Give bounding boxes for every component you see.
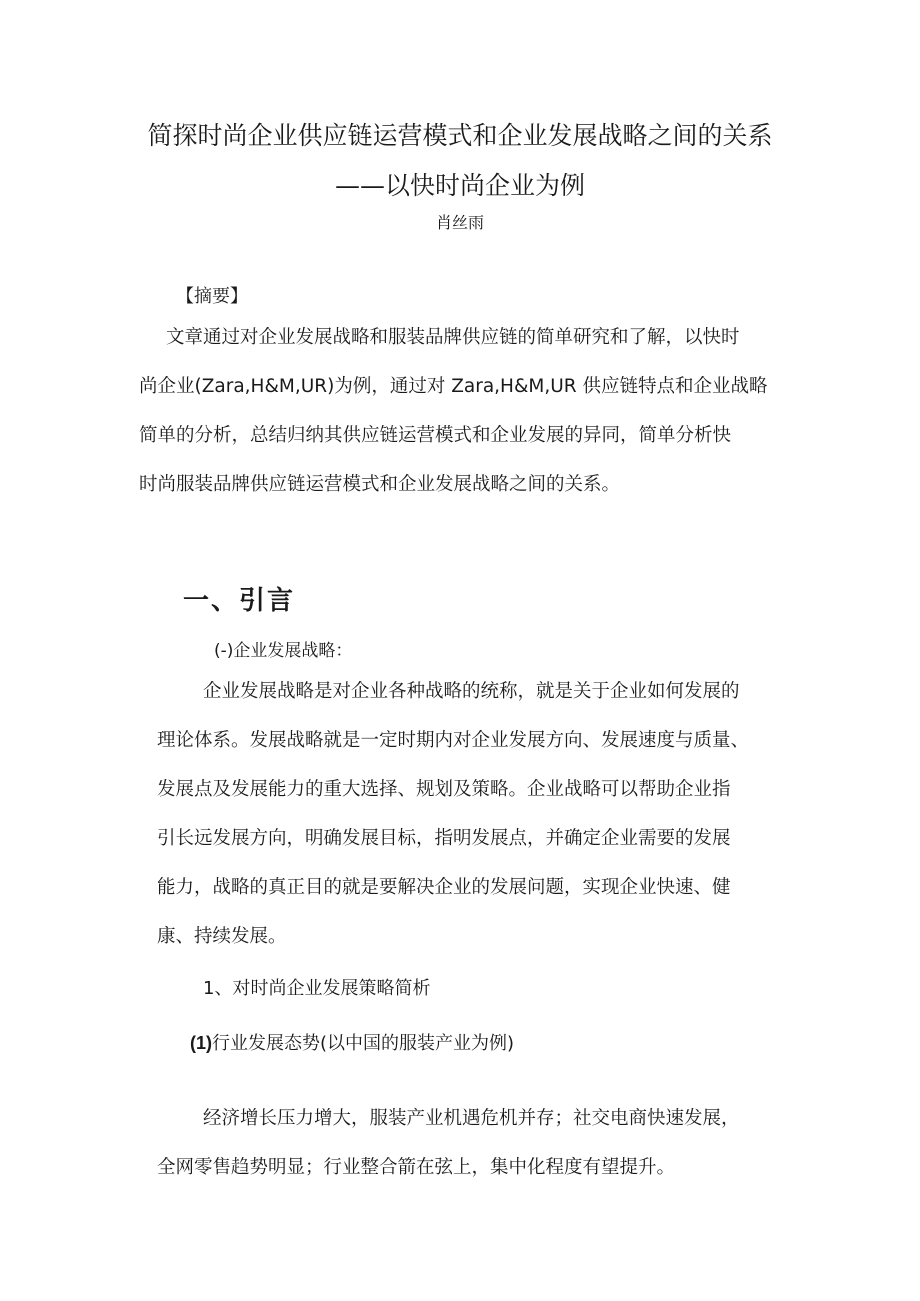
body-line: 引长远发展方向，明确发展目标，指明发展点，并确定企业需要的发展 [157,828,731,849]
trend-line: 经济增长压力增大，服装产业机遇危机并存；社交电商快速发展， [203,1108,740,1129]
subsection-heading: (-)企业发展战略： [214,641,353,661]
body-line: 康、持续发展。 [157,926,287,947]
title-line-2: ——以快时尚企业为例 [334,171,585,200]
body-line: 企业发展战略是对企业各种战略的统称，就是关于企业如何发展的 [203,681,740,702]
sub-item-number: (1) [190,1033,212,1053]
trend-line: 全网零售趋势明显；行业整合箭在弦上，集中化程度有望提升。 [157,1157,676,1178]
abstract-line: 简单的分析，总结归纳其供应链运营模式和企业发展的异同，简单分析快 [139,425,732,446]
sub-item-heading [190,1029,514,1055]
abstract-line: 文章通过对企业发展战略和服装品牌供应链的简单研究和了解，以快时 [166,327,740,348]
abstract-label: 【摘要】 [176,286,248,307]
body-line: 发展点及发展能力的重大选择、规划及策略。企业战略可以帮助企业指 [157,779,731,800]
abstract-line: 尚企业(Zara,H&M,UR)为例，通过对 Zara,H&M,UR 供应链特点和企业战略 [139,376,768,397]
author-name: 肖丝雨 [435,213,484,232]
title-line-1: 简探时尚企业供应链运营模式和企业发展战略之间的关系 [147,121,773,150]
abstract-line: 时尚服装品牌供应链运营模式和企业发展战略之间的关系。 [139,474,621,495]
section-heading: 一、引言 [183,586,296,616]
body-line: 能力，战略的真正目的就是要解决企业的发展问题，实现企业快速、健 [157,877,731,898]
list-item-heading: 1、对时尚企业发展策略简析 [203,978,431,999]
sub-item-text: 行业发展态势(以中国的服装产业为例) [212,1033,515,1054]
body-line: 理论体系。发展战略就是一定时期内对企业发展方向、发展速度与质量、 [157,730,750,751]
